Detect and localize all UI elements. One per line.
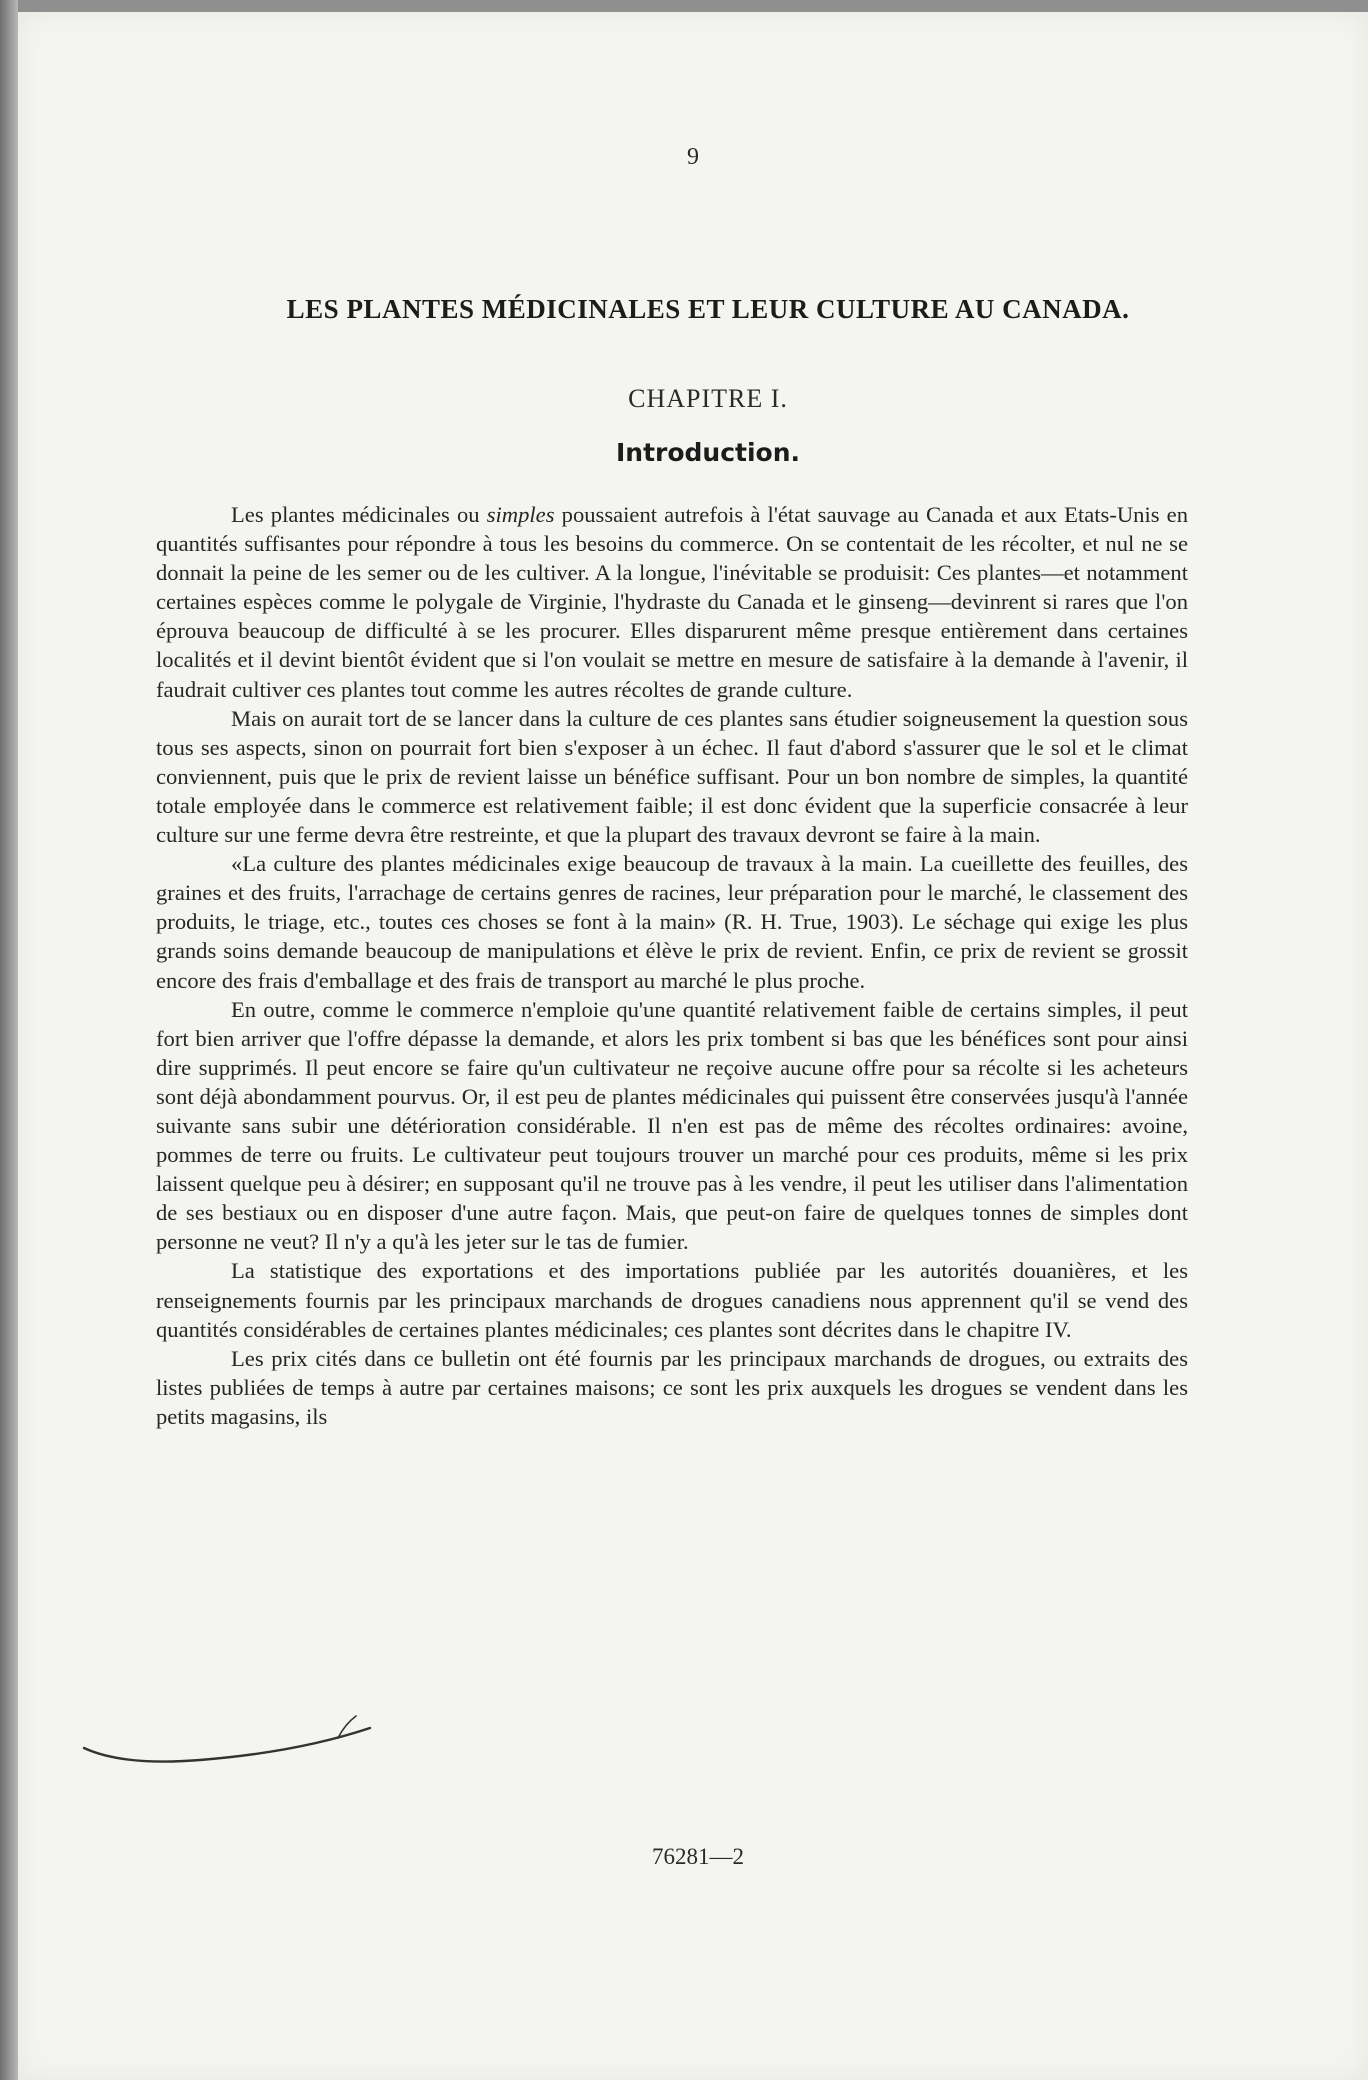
paragraph-1-rest: poussaient autrefois à l'état sauvage au Canada et aux Etats-Unis en quantités suffisantes pour répondre à tous les besoins du commerce. On se contentait de les récolter, et nul ne se donnait la peine de les semer ou de les cultiver. A la longue, l'inévitable se produisit: Ces plantes—et notamment certaines espèces comme le polygale de Virginie, l'hydraste du Canada et le ginseng—devinrent si rares que l'on éprouva beaucoup de difficulté à se les procurer. Elles disparurent même presque entièrement dans certaines localités et il devint bientôt évident que si l'on voulait se mettre en mesure de satisfaire à la demande à l'avenir, il faudrait cultiver ces plantes tout comme les autres récoltes de grande culture. xyxy=(156,502,1189,702)
emphasis-simples: simples xyxy=(486,502,555,527)
book-binding-edge xyxy=(0,0,18,2080)
document-title: LES PLANTES MÉDICINALES ET LEUR CULTURE AU CANADA. xyxy=(286,294,1130,324)
document-page xyxy=(18,12,1368,2080)
paragraph-4: En outre, comme le commerce n'emploie qu'une quantité relativement faible de certains simples, il peut fort bien arriver que l'offre dépasse la demande, et alors les prix tombent si bas que les bénéfices sont pour ainsi dire supprimés. Il peut encore se faire qu'un cultivateur ne reçoive aucune offre pour sa récolte si les acheteurs sont déjà abondamment pourvus. Or, il est peu de plantes médicinales qui puissent être conservées jusqu'à l'année suivante sans subir une détérioration considérable. Il n'en est pas de même des récoltes ordinaires: avoine, pommes de terre ou fruits. Le cultivateur peut toujours trouver un marché pour ces produits, même si les prix laissent quelque peu à désirer; en supposant qu'il ne trouve pas à les vendre, il peut les utiliser dans l'alimentation de ses bestiaux ou en disposer d'une autre façon. Mais, que peut-on faire de quelques tonnes de simples dont personne ne veut? Il n'y a qu'à les jeter sur le tas de fumier. xyxy=(156,996,1188,1255)
page-number: 9 xyxy=(687,144,699,170)
body-text xyxy=(156,500,1188,1431)
section-heading: Introduction. xyxy=(615,438,801,467)
chapter-heading: CHAPITRE I. xyxy=(628,384,788,413)
paragraph-1-start: Les plantes médicinales ou xyxy=(231,502,487,527)
pen-stroke-mark xyxy=(80,1708,380,1768)
paragraph-3: «La culture des plantes médicinales exige beaucoup de travaux à la main. La cueillette des feuilles, des graines et des fruits, l'arrachage de certains genres de racines, leur préparation pour le marché, le classement des produits, le triage, etc., toutes ces choses se font à la main» (R. H. True, 1903). Le séchage qui exige les plus grands soins demande beaucoup de manipulations et élève le prix de revient. Enfin, ce prix de revient se grossit encore des frais d'emballage et des frais de transport au marché le plus proche. xyxy=(156,851,1188,993)
paragraph-2: Mais on aurait tort de se lancer dans la culture de ces plantes sans étudier soigneusement la question sous tous ses aspects, sinon on pourrait fort bien s'exposer à un échec. Il faut d'abord s'assurer que le sol et le climat conviennent, puis que le prix de revient laisse un bénéfice suffisant. Pour un bon nombre de simples, la quantité totale employée dans le commerce est relativement faible; il est donc évident que la superficie consacrée à leur culture sur une ferme devra être restreinte, et que la plupart des travaux devront se faire à la main. xyxy=(156,705,1188,848)
signature-mark-code: 76281—2 xyxy=(652,1844,744,1869)
paragraph-5: La statistique des exportations et des importations publiée par les autorités douanières, et les renseignements fournis par les principaux marchands de drogues canadiens nous apprennent qu'il se vend des quantités considérables de certaines plantes médicinales; ces plantes sont décrites dans le chapitre IV. xyxy=(156,1258,1188,1342)
paragraph-1 xyxy=(156,500,1188,704)
paragraph-6: Les prix cités dans ce bulletin ont été fournis par les principaux marchands de drogues, ou extraits des listes publiées de temps à autre par certaines maisons; ce sont les prix auxquels les drogues se vendent dans les petits magasins, ils xyxy=(156,1345,1188,1429)
